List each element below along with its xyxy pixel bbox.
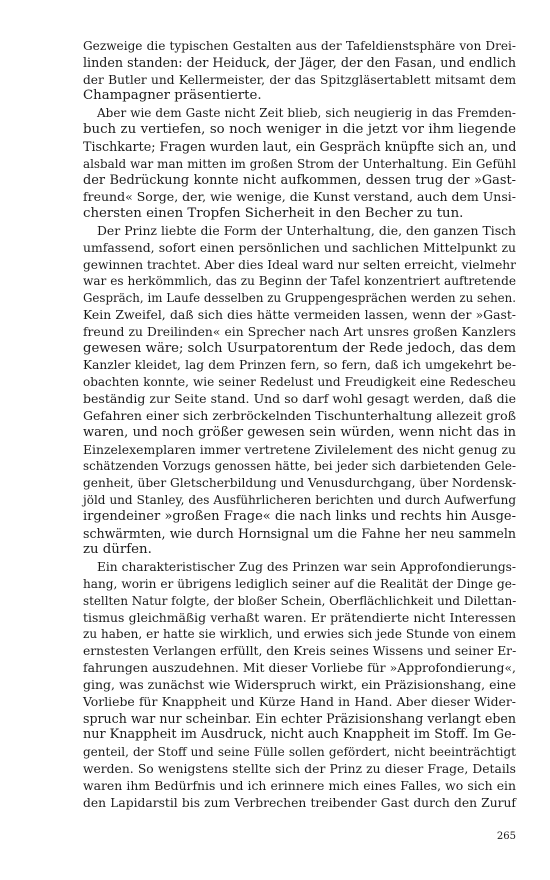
text-line: chersten einen Tropfen Sicherheit in den Becher zu tun.: [83, 206, 464, 222]
text-line: ging, was zunächst wie Widerspruch wirkt, ein Präzisionshang, eine: [83, 676, 516, 692]
text-line: ernstesten Verlangen erfüllt, den Kreis seines Wissens und seiner Er-: [83, 644, 517, 659]
paragraph-2: [83, 105, 516, 223]
text-line: tismus gleichmäßig verhaßt waren. Er prätendierte nicht Interessen: [83, 609, 516, 625]
text-line: freund« Sorge, der, wie wenige, die Kunst verstand, auch dem Unsi-: [83, 189, 516, 205]
paragraph-4: [83, 559, 516, 811]
book-page-text: [83, 38, 516, 811]
text-line: obachten konnte, wie seiner Redelust und Freudigkeit eine Redescheu: [83, 375, 516, 390]
text-line: Champagner präsentierte.: [83, 88, 262, 104]
text-line: Einzelexemplaren immer vertretene Zivilelement des nicht genug zu: [83, 441, 516, 457]
paragraph-3: [83, 223, 516, 559]
text-line: genheit, über Gletscherbildung und Venusdurchgang, über Nordensk-: [83, 476, 517, 491]
text-line: fahrungen auszudehnen. Mit dieser Vorliebe für »Approfondierung«,: [83, 660, 516, 676]
text-line: spruch war nur scheinbar. Ein echter Präzisionshang verlangt eben: [83, 710, 516, 726]
text-line: Gefahren einer sich zerbröckelnden Tischunterhaltung allezeit groß: [83, 407, 516, 423]
text-line: Vorliebe für Knappheit und Kürze Hand in Hand. Aber dieser Wider-: [83, 693, 516, 709]
text-line: freund zu Dreilinden« ein Sprecher nach Art unsres großen Kanzlers: [83, 324, 516, 339]
text-line: nur Knappheit im Ausdruck, nicht auch Knappheit im Stoff. Im Ge-: [83, 727, 516, 743]
text-line: der Bedrückung konnte nicht aufkommen, dessen trug der »Gast-: [83, 172, 516, 188]
text-line: stellten Natur folgte, der bloßer Schein, Oberflächlichkeit und Dilettan-: [83, 593, 517, 608]
text-line: gewinnen trachtet. Aber dies Ideal ward nur selten erreicht, vielmehr: [83, 257, 516, 272]
text-line: Der Prinz liebte die Form der Unterhaltung, die, den ganzen Tisch: [97, 222, 516, 238]
text-line: beständig zur Seite stand. Und so darf wohl gesagt werden, daß die: [83, 391, 516, 407]
text-line: waren, und noch größer gewesen sein würden, wenn nicht das in: [83, 424, 516, 440]
text-line: jöld und Stanley, des Ausführlicheren berichten und durch Aufwerfung: [83, 492, 516, 507]
text-line: war es herkömmlich, das zu Beginn der Tafel konzentriert auftretende: [83, 274, 516, 289]
text-line: der Butler und Kellermeister, der das Spitzgläsertablett mitsamt dem: [83, 72, 516, 87]
text-line: umfassend, sofort einen persönlichen und sachlichen Mittelpunkt zu: [83, 239, 516, 255]
text-line: genteil, der Stoff und seine Fülle sollen gefördert, nicht beeinträchtigt: [83, 745, 516, 760]
text-line: Gezweige die typischen Gestalten aus der Tafeldienstsphäre von Drei-: [83, 39, 516, 53]
text-line: Tischkarte; Fragen wurden laut, ein Gespräch knüpfte sich an, und: [83, 138, 517, 154]
text-line: hang, worin er übrigens lediglich seiner auf die Realität der Dinge ge-: [83, 577, 516, 591]
text-line: irgendeiner »großen Frage« die nach links und rechts hin Ausge-: [83, 508, 516, 524]
text-line: gewesen wäre; solch Usurpatorentum der Rede jedoch, das dem: [83, 340, 516, 356]
text-line: Aber wie dem Gaste nicht Zeit blieb, sich neugierig in das Fremden-: [97, 106, 516, 121]
text-line: schwärmten, wie durch Hornsignal um die Fahne her neu sammeln: [83, 525, 516, 541]
paragraph-1: [83, 38, 516, 105]
text-line: zu dürfen.: [83, 542, 152, 558]
text-line: Ein charakteristischer Zug des Prinzen war sein Approfondierungs-: [97, 560, 516, 575]
text-line: Kanzler kleidet, lag dem Prinzen fern, so fern, daß ich umgekehrt be-: [83, 358, 516, 373]
text-line: buch zu vertiefen, so noch weniger in die jetzt vor ihm liegende: [83, 122, 516, 138]
text-line: werden. So wenigstens stellte sich der Prinz zu dieser Frage, Details: [83, 761, 516, 776]
text-line: schätzenden Vorzugs genossen hätte, bei jeder sich darbietenden Gele-: [83, 459, 516, 474]
text-line: alsbald war man mitten im großen Strom der Unterhaltung. Ein Gefühl: [83, 156, 516, 171]
text-line: Gespräch, im Laufe desselben zu Gruppengesprächen werden zu sehen.: [83, 291, 516, 306]
text-line: Kein Zweifel, daß sich dies hätte vermeiden lassen, wenn der »Gast-: [83, 307, 516, 322]
text-line: zu haben, er hatte sie wirklich, und erwies sich jede Stunde von einem: [83, 627, 516, 642]
text-line: waren ihm Bedürfnis und ich erinnere mich eines Falles, wo sich ein: [83, 777, 516, 793]
text-line: den Lapidarstil bis zum Verbrechen treibender Gast durch den Zuruf: [83, 795, 516, 810]
text-line: linden standen: der Heiduck, der Jäger, der den Fasan, und endlich: [83, 54, 516, 70]
page-number: 265: [496, 831, 516, 842]
